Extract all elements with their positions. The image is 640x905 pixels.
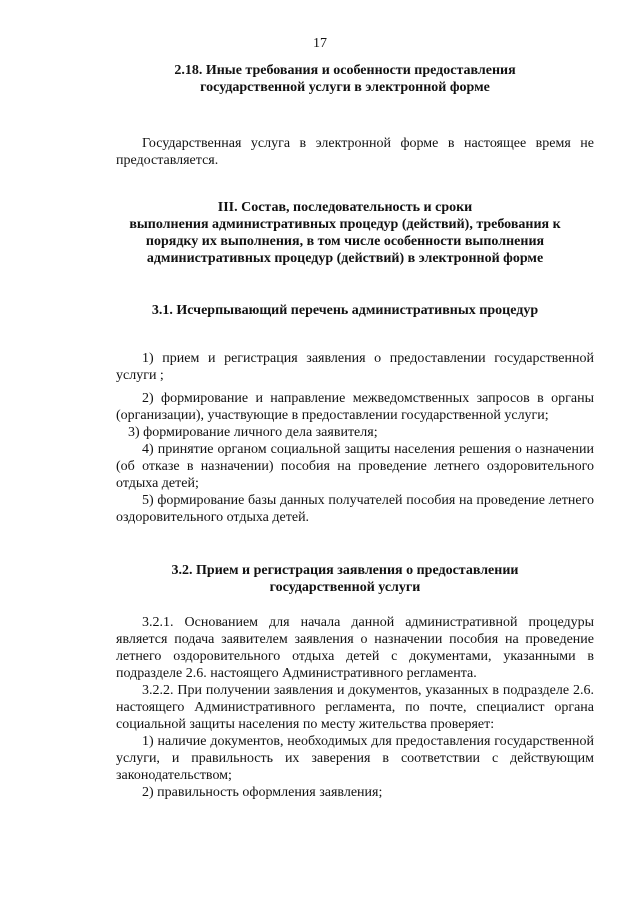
list-item: 4) принятие органом социальной защиты населения решения о назначении (об отказе в назначении) пособия на проведение летнего оздоровительного отдыха детей; — [116, 442, 594, 491]
section-2-18-heading-line2: государственной услуги в электронной форме — [200, 80, 490, 95]
section-2-18-heading-line1: 2.18. Иные требования и особенности предоставления — [174, 63, 516, 78]
paragraph-3-2-2: 3.2.2. При получении заявления и документов, указанных в подразделе 2.6. настоящего Административного регламента, по почте, специалист органа социальной защиты населения по месту жительства проверяет: — [116, 683, 594, 732]
section-2-18-heading — [100, 62, 590, 96]
list-item: 3) формирование личного дела заявителя; — [128, 425, 378, 440]
paragraph-check-2: 2) правильность оформления заявления; — [142, 785, 383, 800]
section-III-heading-line4: административных процедур (действий) в электронной форме — [146, 251, 544, 266]
list-item: 5) формирование базы данных получателей пособия на проведение летнего оздоровительного отдыха детей. — [116, 493, 594, 525]
section-3-2-heading — [100, 562, 590, 596]
section-2-18-paragraph: Государственная услуга в электронной форме в настоящее время не предоставляется. — [116, 136, 594, 168]
section-III-heading-line1: III. Состав, последовательность и сроки — [217, 200, 473, 215]
list-item: 1) прием и регистрация заявления о предоставлении государственной услуги ; — [116, 351, 594, 383]
paragraph-3-2-1: 3.2.1. Основанием для начала данной административной процедуры является подача заявителем заявления о назначении пособия на проведение летнего оздоровительного отдыха детей с документами, указанными в подразделе 2.6. настоящего Административного регламента. — [116, 615, 594, 681]
section-3-2-heading-line1: 3.2. Прием и регистрация заявления о предоставлении — [171, 563, 519, 578]
section-III-heading-line3: порядку их выполнения, в том числе особенности выполнения — [145, 234, 545, 249]
section-3-2-heading-line2: государственной услуги — [269, 580, 421, 595]
list-item: 2) формирование и направление межведомственных запросов в органы (организации), участвующие в предоставлении государственной услуги; — [116, 391, 594, 423]
page-number: 17 — [313, 36, 327, 51]
paragraph-check-1: 1) наличие документов, необходимых для предоставления государственной услуги, и правильность их заверения в соответствии с действующим законодательством; — [116, 734, 594, 783]
section-III-heading — [100, 199, 590, 267]
section-3-1-heading: 3.1. Исчерпывающий перечень административных процедур — [151, 303, 539, 318]
section-III-heading-line2: выполнения административных процедур (действий), требования к — [129, 217, 561, 232]
